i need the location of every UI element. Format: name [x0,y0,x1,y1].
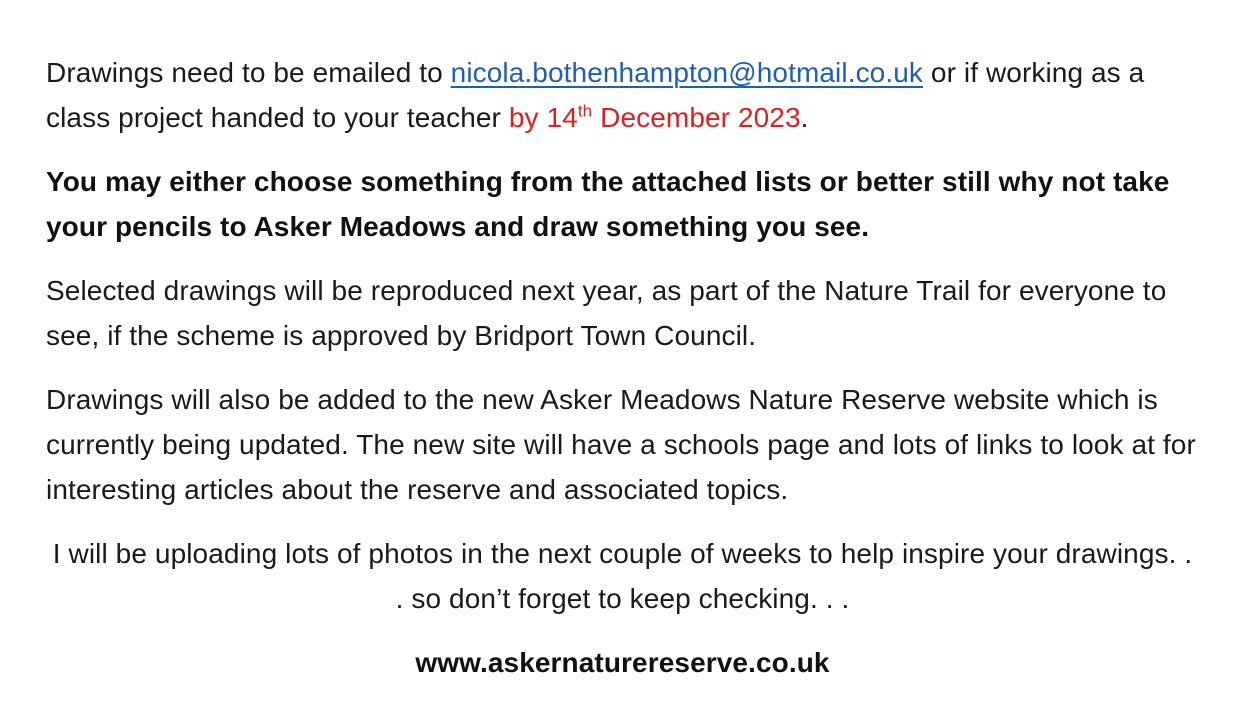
drawing-suggestion: You may either choose something from the attached lists or better still why not take your pencils to Asker Meadows and draw something you see. [46,166,1170,242]
selection-info: Selected drawings will be reproduced next year, as part of the Nature Trail for everyone to see, if the scheme is approved by Bridport Town Council. [46,275,1167,351]
instructions-lead: Drawings need to be emailed to [46,57,451,88]
instructions-middle: or if working as a class project handed to your teacher [46,57,1145,133]
email-link[interactable]: nicola.bothenhampton@hotmail.co.uk [450,57,924,88]
submission-instructions [46,50,1206,140]
deadline-by: by 14 [508,102,578,133]
website-address[interactable]: www.askernaturereserve.co.uk [415,647,830,678]
deadline-ordinal: th [577,101,593,121]
website-info: Drawings will also be added to the new Asker Meadows Nature Reserve website which is currently being updated. The new site will have a schools page and lots of links to look at for interesting articles about the reserve and associated topics. [46,384,1196,505]
deadline-date: December 2023 [592,102,801,133]
instructions-end: . [800,102,809,133]
photos-info: I will be uploading lots of photos in the next couple of weeks to help inspire your drawings. . . so don’t forget to keep checking. . . [52,538,1193,614]
deadline-text [509,102,801,133]
